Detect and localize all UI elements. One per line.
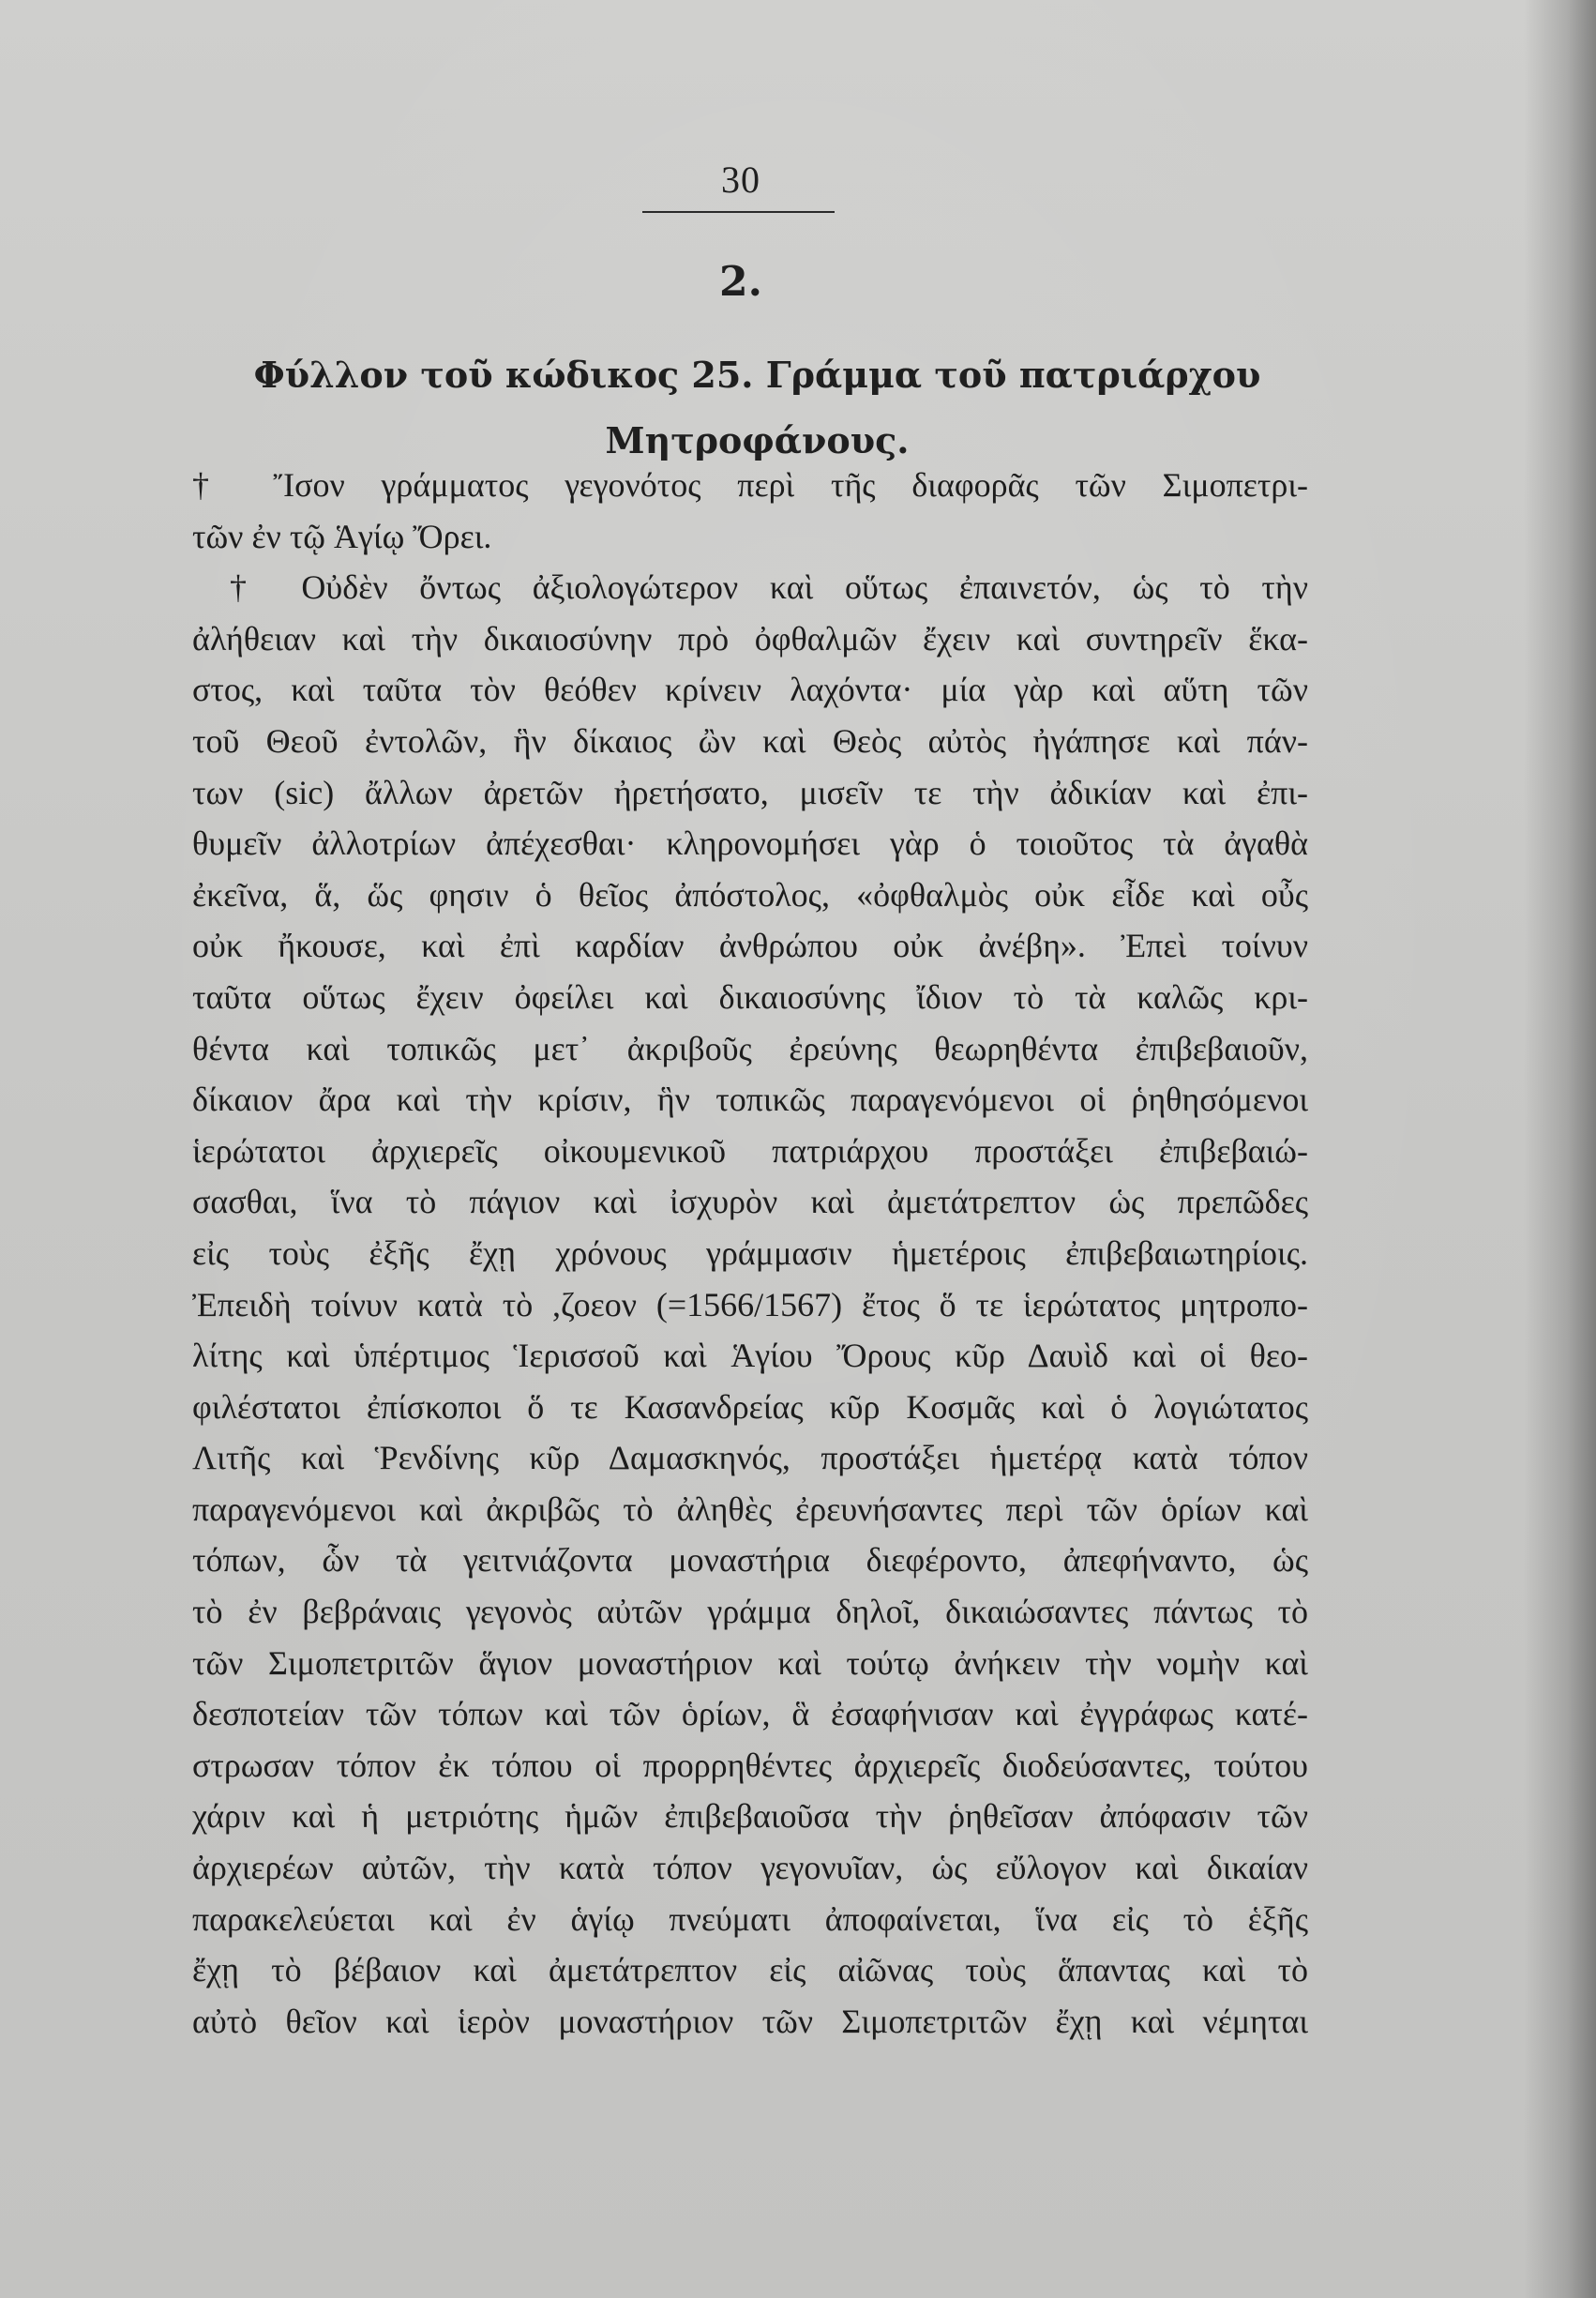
text-line: ἀλήθειαν καὶ τὴν δικαιοσύνην πρὸ ὀφθαλμῶν ἔχειν καὶ συντηρεῖν ἕκα- bbox=[192, 619, 1308, 658]
text-line: τόπων, ὧν τὰ γειτνιάζοντα μοναστήρια διεφέροντο, ἀπεφήναντο, ὡς bbox=[192, 1541, 1308, 1580]
heading-line-2: Μητροφάνους. bbox=[605, 419, 910, 461]
heading-line-1: Φύλλον τοῦ κώδικος 25. Γράμμα τοῦ πατριάρχου bbox=[253, 354, 1261, 396]
text-line: λίτης καὶ ὑπέρτιμος Ἱερισσοῦ καὶ Ἁγίου Ὄρους κῦρ Δαυὶδ καὶ οἱ θεο- bbox=[192, 1337, 1308, 1375]
text-line: ταῦτα οὕτως ἔχειν ὀφείλει καὶ δικαιοσύνης ἴδιον τὸ τὰ καλῶς κρι- bbox=[192, 977, 1308, 1016]
section-number: 2. bbox=[719, 258, 762, 306]
text-line: δίκαιον ἄρα καὶ τὴν κρίσιν, ἣν τοπικῶς παραγενόμενοι οἱ ῥηθησόμενοι bbox=[192, 1081, 1308, 1119]
text-line: των (sic) ἄλλων ἀρετῶν ἠρετήσατο, μισεῖν τε τὴν ἀδικίαν καὶ ἐπι- bbox=[192, 773, 1308, 811]
text-line: εἰς τοὺς ἐξῆς ἔχῃ χρόνους γράμμασιν ἡμετέροις ἐπιβεβαιωτηρίοις. bbox=[192, 1233, 1308, 1272]
text-line: τοῦ Θεοῦ ἐντολῶν, ἣν δίκαιος ὢν καὶ Θεὸς αὐτὸς ἠγάπησε καὶ πάν- bbox=[192, 721, 1308, 760]
text-line: Λιτῆς καὶ Ῥενδίνης κῦρ Δαμασκηνός, προστάξει ἡμετέρᾳ κατὰ τόπον bbox=[192, 1439, 1308, 1477]
text-line: χάριν καὶ ἡ μετριότης ἡμῶν ἐπιβεβαιοῦσα τὴν ῥηθεῖσαν ἀπόφασιν τῶν bbox=[192, 1797, 1308, 1836]
text-line: ἀρχιερέων αὐτῶν, τὴν κατὰ τόπον γεγονυῖαν, ὡς εὔλογον καὶ δικαίαν bbox=[192, 1849, 1308, 1887]
text-line: † Οὐδὲν ὄντως ἀξιολογώτερον καὶ οὕτως ἐπαινετόν, ὡς τὸ τὴν bbox=[230, 568, 1308, 607]
text-line: παρακελεύεται καὶ ἐν ἁγίῳ πνεύματι ἀποφαίνεται, ἵνα εἰς τὸ ἑξῆς bbox=[192, 1899, 1308, 1938]
text-line: σασθαι, ἵνα τὸ πάγιον καὶ ἰσχυρὸν καὶ ἀμετάτρεπτον ὡς πρεπῶδες bbox=[192, 1183, 1308, 1221]
text-line: τῶν Σιμοπετριτῶν ἅγιον μοναστήριον καὶ τούτῳ ἀνήκειν τὴν νομὴν καὶ bbox=[192, 1643, 1308, 1682]
text-line: φιλέστατοι ἐπίσκοποι ὅ τε Κασανδρείας κῦρ Κοσμᾶς καὶ ὁ λογιώτατος bbox=[192, 1387, 1308, 1426]
text-line: θέντα καὶ τοπικῶς μετ᾿ ἀκριβοῦς ἐρεύνης θεωρηθέντα ἐπιβεβαιοῦν, bbox=[192, 1029, 1308, 1067]
text-line: στος, καὶ ταῦτα τὸν θεόθεν κρίνειν λαχόντα· μία γὰρ καὶ αὕτη τῶν bbox=[192, 671, 1308, 709]
text-line: ἱερώτατοι ἀρχιερεῖς οἰκουμενικοῦ πατριάρχου προστάξει ἐπιβεβαιώ- bbox=[192, 1131, 1308, 1170]
page-number-rule bbox=[642, 211, 835, 213]
text-line: † Ἴσον γράμματος γεγονότος περὶ τῆς διαφορᾶς τῶν Σιμοπετρι- bbox=[192, 466, 1308, 504]
text-line: αὐτὸ θεῖον καὶ ἱερὸν μοναστήριον τῶν Σιμοπετριτῶν ἔχῃ καὶ νέμηται bbox=[192, 2002, 1308, 2040]
text-line: τῶν ἐν τῷ Ἁγίῳ Ὄρει. bbox=[192, 517, 492, 555]
text-line: δεσποτείαν τῶν τόπων καὶ τῶν ὁρίων, ἃ ἐσαφήνισαν καὶ ἐγγράφως κατέ- bbox=[192, 1695, 1308, 1733]
text-line: ἔχῃ τὸ βέβαιον καὶ ἀμετάτρεπτον εἰς αἰῶνας τοὺς ἅπαντας καὶ τὸ bbox=[192, 1951, 1308, 1989]
text-line: οὐκ ἤκουσε, καὶ ἐπὶ καρδίαν ἀνθρώπου οὐκ ἀνέβη». Ἐπεὶ τοίνυν bbox=[192, 927, 1308, 965]
binding-shadow bbox=[1524, 0, 1596, 2298]
page-number: 30 bbox=[721, 159, 760, 201]
text-line: παραγενόμενοι καὶ ἀκριβῶς τὸ ἀληθὲς ἐρευνήσαντες περὶ τῶν ὁρίων καὶ bbox=[192, 1489, 1308, 1528]
document-heading bbox=[202, 342, 1313, 474]
text-line: στρωσαν τόπον ἐκ τόπου οἱ προρρηθέντες ἀρχιερεῖς διοδεύσαντες, τούτου bbox=[192, 1746, 1308, 1784]
text-line: ἐκεῖνα, ἅ, ὥς φησιν ὁ θεῖος ἀπόστολος, «ὀφθαλμὸς οὐκ εἶδε καὶ οὖς bbox=[192, 875, 1308, 914]
body-text bbox=[192, 460, 1308, 2047]
text-line: θυμεῖν ἀλλοτρίων ἀπέχεσθαι· κληρονομήσει γὰρ ὁ τοιοῦτος τὰ ἀγαθὰ bbox=[192, 824, 1308, 863]
text-line: Ἐπειδὴ τοίνυν κατὰ τὸ ,ζοεον (=1566/1567) ἔτος ὅ τε ἱερώτατος μητροπο- bbox=[192, 1285, 1308, 1323]
text-line: τὸ ἐν βεβράναις γεγονὸς αὐτῶν γράμμα δηλοῖ, δικαιώσαντες πάντως τὸ bbox=[192, 1593, 1308, 1631]
